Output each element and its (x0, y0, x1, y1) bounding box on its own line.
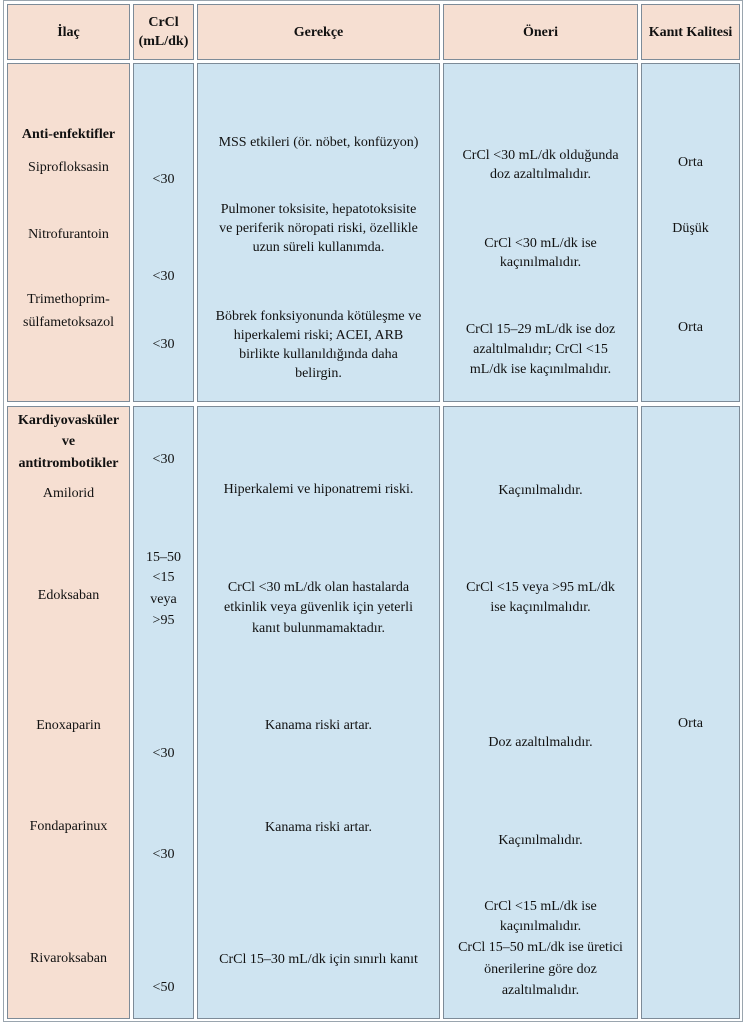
recommendation-edoksaban-line2: ise kaçınılmalıdır. (490, 600, 591, 615)
evidence-nitrofurantoin: Düşük (672, 221, 709, 236)
rationale-tmp-smx-line3: birlikte kullanıldığında daha (239, 347, 398, 362)
crcl-amilorid: <30 (152, 452, 175, 467)
header-crcl-line1: CrCl (148, 15, 179, 30)
drug-rivaroksaban: Rivaroksaban (30, 951, 107, 966)
crcl-siprofloksasin: <30 (152, 172, 175, 187)
rationale-nitrofurantoin-line3: uzun süreli kullanımda. (252, 240, 385, 255)
section2-title-line3: antitrombotikler (18, 456, 119, 471)
drug-nitrofurantoin: Nitrofurantoin (28, 227, 109, 242)
recommendation-edoksaban-line1: CrCl <15 veya >95 mL/dk (466, 580, 615, 595)
recommendation-fondaparinux: Kaçınılmalıdır. (498, 833, 583, 848)
drug-edoksaban: Edoksaban (37, 588, 100, 603)
rationale-enoxaparin: Kanama riski artar. (265, 718, 372, 733)
header-rationale (197, 4, 440, 60)
rationale-nitrofurantoin-line1: Pulmoner toksisite, hepatotoksisite (220, 202, 417, 217)
evidence-tmp-smx: Orta (678, 320, 703, 335)
crcl-enoxaparin: <30 (152, 746, 175, 761)
recommendation-enoxaparin: Doz azaltılmalıdır. (488, 735, 593, 750)
drug-tmp-smx-line1: Trimethoprim- (27, 292, 110, 307)
drug-fondaparinux: Fondaparinux (29, 819, 108, 834)
crcl-edoksaban-line2: <15 (152, 570, 175, 585)
recommendation-tmp-smx-line2: azaltılmalıdır; CrCl <15 (473, 342, 608, 357)
section2-evidence-cell (641, 406, 740, 1019)
rationale-rivaroksaban: CrCl 15–30 mL/dk için sınırlı kanıt (219, 952, 418, 967)
header-drug-label: İlaç (57, 24, 80, 40)
evidence-siprofloksasin: Orta (678, 155, 703, 170)
recommendation-rivaroksaban-line3: CrCl 15–50 mL/dk ise üretici (458, 940, 623, 955)
header-evidence (641, 4, 740, 60)
rationale-siprofloksasin: MSS etkileri (ör. nöbet, konfüzyon) (218, 135, 419, 150)
section2-title-line2: ve (61, 434, 76, 449)
recommendation-nitrofurantoin-line1: CrCl <30 mL/dk ise (484, 236, 597, 251)
recommendation-rivaroksaban-line2: kaçınılmalıdır. (499, 919, 582, 934)
evidence-section2: Orta (678, 716, 703, 731)
header-drug (7, 4, 130, 60)
crcl-edoksaban-line1: 15–50 (146, 550, 181, 565)
crcl-edoksaban-line3: veya (150, 592, 177, 607)
header-evidence-label: Kanıt Kalitesi (648, 24, 733, 40)
rationale-nitrofurantoin-line2: ve periferik nöropati riski, özellikle (219, 221, 418, 236)
section2-crcl-cell (133, 406, 194, 1019)
section2-title-line1: Kardiyovasküler (17, 413, 120, 428)
crcl-fondaparinux: <30 (152, 847, 175, 862)
recommendation-tmp-smx-line3: mL/dk ise kaçınılmalıdır. (469, 362, 612, 377)
drug-tmp-smx-line2: sülfametoksazol (23, 315, 114, 330)
rationale-edoksaban-line2: etkinlik veya güvenlik için yeterli (224, 600, 413, 615)
recommendation-tmp-smx-line1: CrCl 15–29 mL/dk ise doz (465, 322, 616, 337)
header-crcl (133, 4, 194, 60)
recommendation-nitrofurantoin-line2: kaçınılmalıdır. (499, 255, 582, 270)
recommendation-rivaroksaban-line5: azaltılmalıdır. (501, 983, 580, 998)
header-rationale-label: Gerekçe (293, 24, 344, 40)
rationale-tmp-smx-line2: hiperkalemi riski; ACEI, ARB (233, 328, 404, 343)
rationale-edoksaban-line1: CrCl <30 mL/dk olan hastalarda (227, 580, 410, 595)
recommendation-amilorid: Kaçınılmalıdır. (498, 483, 583, 498)
rationale-tmp-smx-line4: belirgin. (295, 366, 342, 381)
header-recommendation-label: Öneri (523, 24, 558, 40)
crcl-nitrofurantoin: <30 (152, 269, 175, 284)
drug-enoxaparin: Enoxaparin (36, 718, 101, 733)
header-crcl-line2: (mL/dk) (138, 34, 189, 49)
section1-title: Anti-enfektifler (21, 127, 116, 142)
recommendation-siprofloksasin-line1: CrCl <30 mL/dk olduğunda (462, 148, 619, 163)
recommendation-rivaroksaban-line1: CrCl <15 mL/dk ise (484, 899, 597, 914)
rationale-edoksaban-line3: kanıt bulunmamaktadır. (252, 621, 385, 636)
header-recommendation (443, 4, 638, 60)
crcl-tmp-smx: <30 (152, 337, 175, 352)
crcl-edoksaban-line4: >95 (152, 613, 175, 628)
drug-amilorid: Amilorid (42, 486, 95, 501)
rationale-amilorid: Hiperkalemi ve hiponatremi riski. (223, 482, 414, 497)
rationale-fondaparinux: Kanama riski artar. (265, 820, 372, 835)
crcl-rivaroksaban: <50 (152, 980, 175, 995)
drug-siprofloksasin: Siprofloksasin (28, 160, 109, 175)
recommendation-siprofloksasin-line2: doz azaltılmalıdır. (489, 167, 592, 182)
rationale-tmp-smx-line1: Böbrek fonksiyonunda kötüleşme ve (215, 309, 422, 324)
recommendation-rivaroksaban-line4: önerilerine göre doz (484, 962, 597, 977)
